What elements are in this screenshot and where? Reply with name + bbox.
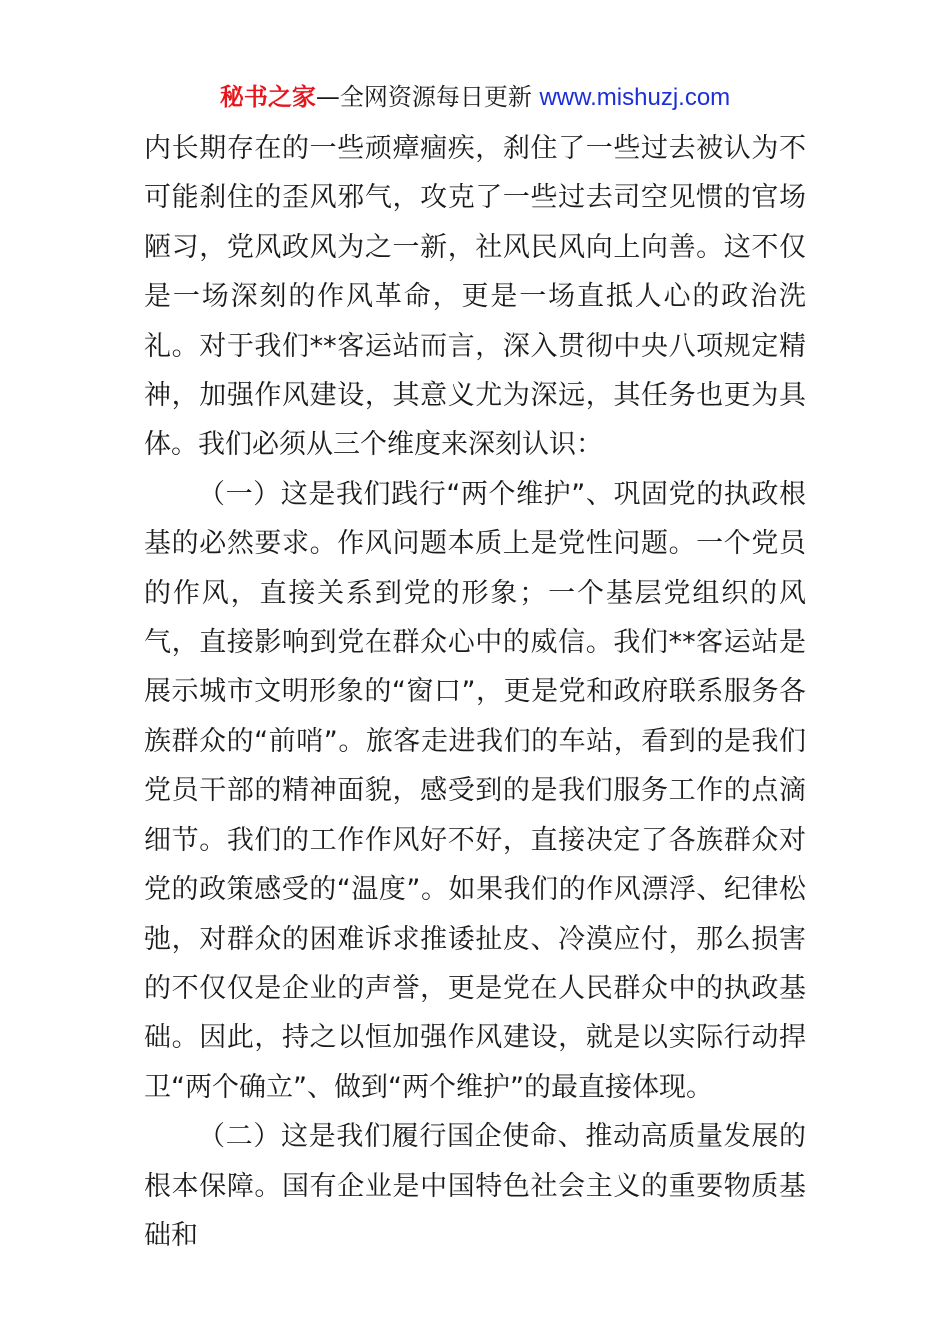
document-body: [144, 124, 806, 1260]
paragraph-point-two: （二）这是我们履行国企使命、推动高质量发展的根本保障。国有企业是中国特色社会主义的重要物质基础和: [144, 1121, 806, 1251]
header-tagline: —全网资源每日更新: [315, 83, 532, 111]
paragraph-point-one: （一）这是我们践行“两个维护”、巩固党的执政根基的必然要求。作风问题本质上是党性问题。一个党员的作风，直接关系到党的形象；一个基层党组织的风气，直接影响到党在群众心中的威信。我们**客运站是展示城市文明形象的“窗口”，更是党和政府联系服务各族群众的“前哨”。旅客走进我们的车站，看到的是我们党员干部的精神面貌，感受到的是我们服务工作的点滴细节。我们的工作作风好不好，直接决定了各族群众对党的政策感受的“温度”。如果我们的作风漂浮、纪律松弛，对群众的困难诉求推诿扯皮、冷漠应付，那么损害的不仅仅是企业的声誉，更是党在人民群众中的执政基础。因此，持之以恒加强作风建设，就是以实际行动捍卫“两个确立”、做到“两个维护”的最直接体现。: [144, 478, 806, 1103]
site-url-link[interactable]: www.mishuzj.com: [539, 84, 731, 111]
site-header: [0, 80, 950, 115]
paragraph-continuation: 内长期存在的一些顽瘴痼疾，刹住了一些过去被认为不可能刹住的歪风邪气，攻克了一些过去司空见惯的官场陋习，党风政风为之一新，社风民风向上向善。这不仅是一场深刻的作风革命，更是一场直抵人心的政治洗礼。对于我们**客运站而言，深入贯彻中央八项规定精神，加强作风建设，其意义尤为深远，其任务也更为具体。我们必须从三个维度来深刻认识：: [144, 133, 806, 461]
brand-name: 秘书之家: [219, 83, 316, 111]
